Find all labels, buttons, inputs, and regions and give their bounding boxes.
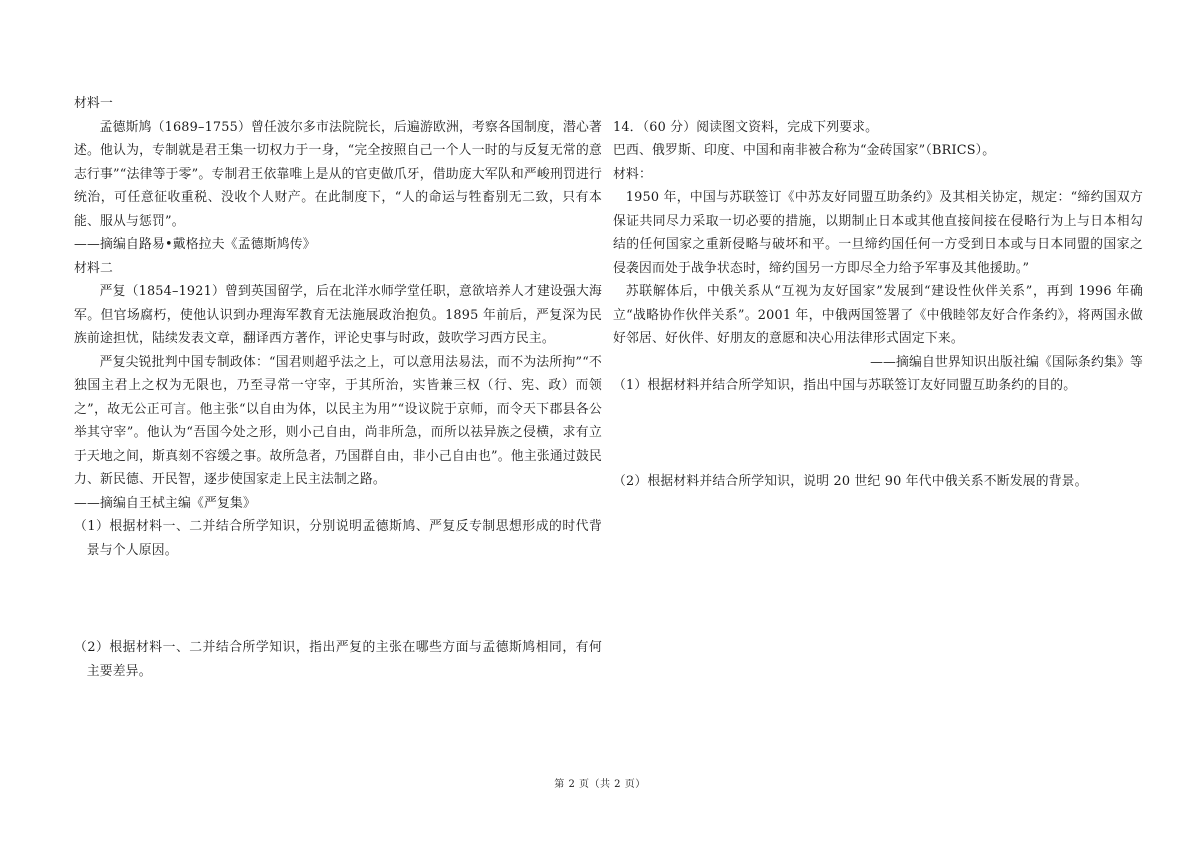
post-soviet-paragraph: 苏联解体后，中俄关系从“互视为友好国家”发展到“建设性伙伴关系”，再到 1996 年确立“战略协作伙伴关系”。2001 年，中俄两国签署了《中俄睦邻友好合作条约》，将两国永做好邻居、好伙伴、好朋友的意愿和决心用法律形式固定下来。 [613,284,1143,346]
question-1-left: （1）根据材料一、二并结合所学知识，分别说明孟德斯鸠、严复反专制思想形成的时代背景与个人原因。 [74,519,602,558]
page-footer: 第 2 页（共 2 页） [554,779,646,790]
right-column [613,92,1143,493]
material1-label: 材料一 [74,96,113,111]
left-column [74,92,602,683]
answer-space-right [613,398,1143,470]
right-spacer [613,92,1143,116]
source-line: ——摘编自世界知识出版社编《国际条约集》等 [870,354,1143,370]
treaty-paragraph: 1950 年，中国与苏联签订《中苏友好同盟互助条约》及其相关协定，规定：“缔约国双方保证共同尽力采取一切必要的措施，以期制止日本或其他直接间接在侵略行为上与日本相勾结的任何国家之重新侵略与破坏和平。一旦缔约国任何一方受到日本或与日本同盟的国家之侵袭因而处于战争状态时，缔约国另一方即尽全力给予军事及其他援助。” [613,190,1143,276]
question-2-right: （2）根据材料并结合所学知识，说明 20 世纪 90 年代中俄关系不断发展的背景。 [613,473,1088,489]
material2-label: 材料二 [74,260,113,276]
question-14-header: 14．（60 分）阅读图文资料，完成下列要求。 [613,119,879,135]
material1-text: 孟德斯鸠（1689–1755）曾任波尔多市法院院长，后遍游欧洲，考察各国制度，潜心著述。他认为，专制就是君王集一切权力于一身，“完全按照自己一个人一时的与反复无常的意志行事”“法律等于零”。专制君王依靠唯上是从的官吏做爪牙，借助庞大军队和严峻刑罚进行统治，可任意征收重税、没收个人财产。在此制度下，“人的命运与牲畜别无二致，只有本能、服从与惩罚”。 [74,119,602,229]
material2-paragraph-1: 严复（1854–1921）曾到英国留学，后在北洋水师学堂任职，意欲培养人才建设强大海军。但官场腐朽，使他认识到办理海军教育无法施展政治抱负。1895 年前后，严复深为民族前途担忧，陆续发表文章，翻译西方著作，评论史事与时政，鼓吹学习西方民主。 [74,284,602,346]
material2-source: ——摘编自王栻主编《严复集》 [74,495,256,511]
material1-source: ——摘编自路易•戴格拉夫《孟德斯鸠传》 [74,237,316,252]
answer-space-1 [74,562,602,636]
material2-paragraph-2: 严复尖锐批判中国专制政体：“国君则超乎法之上，可以意用法易法，而不为法所拘”“不独国主君上之权为无限也，乃至寻常一守宰，于其所治，实皆兼三权（行、宪、政）而领之”，故无公正可言。他主张“以自由为体，以民主为用”“设议院于京师，而令天下郡县各公举其守宰”。他认为“吾国今处之形，则小己自由，尚非所急，而所以祛异族之侵横，求有立于天地之间，斯真刻不容缓之事。故所急者，乃国群自由，非小己自由也”。他主张通过鼓民力、新民德、开民智，逐步使国家走上民主法制之路。 [74,354,602,487]
question-1-right: （1）根据材料并结合所学知识，指出中国与苏联签订友好同盟互助条约的目的。 [613,378,1077,393]
material-label: 材料： [613,166,652,182]
brics-intro: 巴西、俄罗斯、印度、中国和南非被合称为“金砖国家”（BRICS）。 [613,143,996,158]
question-2-left: （2）根据材料一、二并结合所学知识，指出严复的主张在哪些方面与孟德斯鸠相同，有何主要差异。 [74,640,602,679]
